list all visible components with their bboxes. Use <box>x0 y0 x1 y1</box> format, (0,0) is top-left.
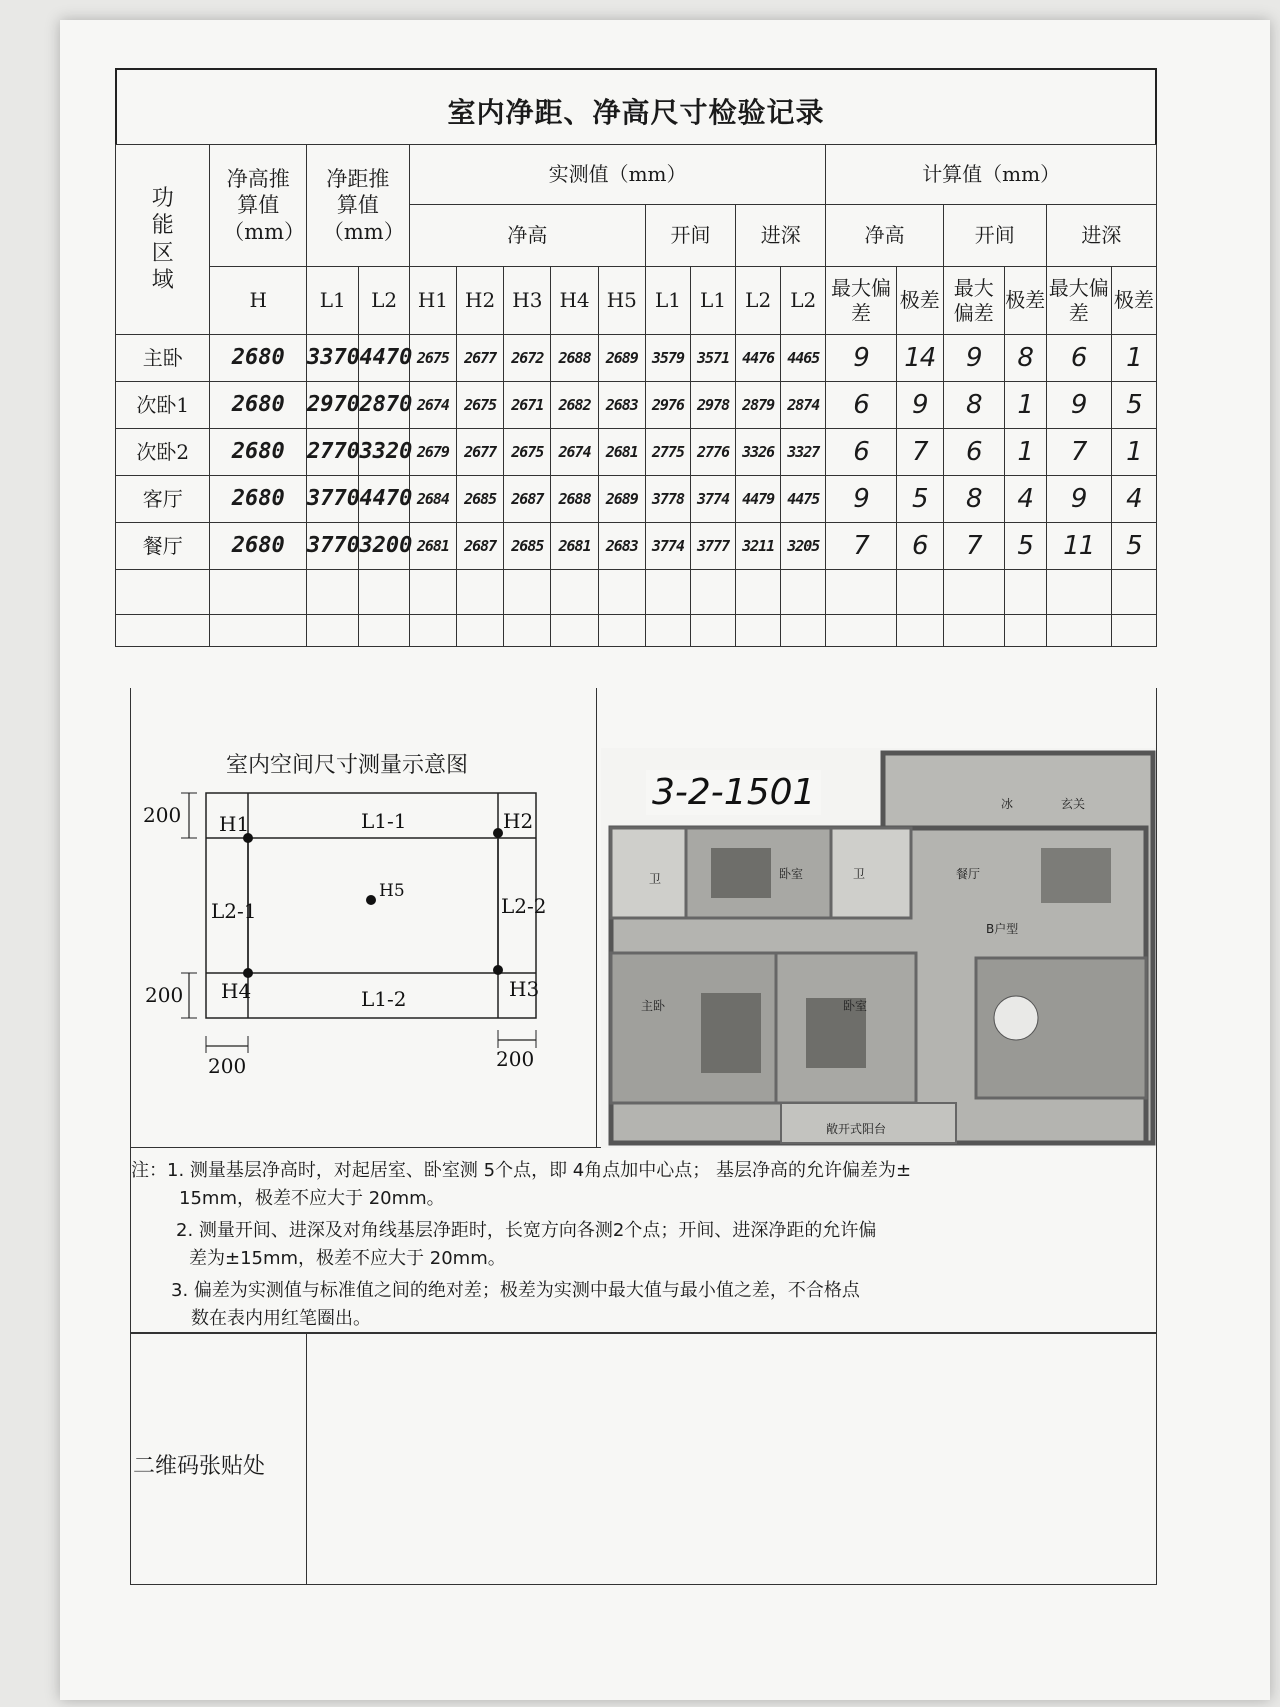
measured-bay: 开间 <box>645 205 735 267</box>
col-depth-max-dev: 最大偏差 <box>1046 267 1111 335</box>
value-cell-H2: 2687 <box>457 523 504 570</box>
design-height-header: 净高推算值（mm） <box>210 145 307 267</box>
measured-net-height: 净高 <box>409 205 645 267</box>
notes-section <box>130 1148 1157 1333</box>
value-cell-jd: 9 <box>1046 382 1111 429</box>
value-cell-hr: 14 <box>896 335 943 382</box>
value-cell-H3: 2672 <box>504 335 551 382</box>
col-L1: L1 <box>306 267 358 335</box>
area-cell: 餐厅 <box>116 523 210 570</box>
point-h5 <box>366 895 376 905</box>
value-cell-jr: 5 <box>1111 523 1156 570</box>
label-l22: L2-2 <box>501 894 547 918</box>
col-depth-L2b: L2 <box>781 267 826 335</box>
value-cell-K1: 2976 <box>645 382 690 429</box>
plan-label-bedroom: 卧室 <box>779 867 804 881</box>
value-cell-K1: 3579 <box>645 335 690 382</box>
value-cell-H2: 2677 <box>457 429 504 476</box>
value-cell-K2: 3777 <box>691 523 736 570</box>
value-cell-jd: 11 <box>1046 523 1111 570</box>
value-cell-J2: 4465 <box>781 335 826 382</box>
plan-label-master: 主卧 <box>641 999 666 1013</box>
value-cell-kr: 5 <box>1004 523 1046 570</box>
value-cell-jd: 7 <box>1046 429 1111 476</box>
label-l12: L1-2 <box>361 987 407 1011</box>
col-height-max-dev: 最大偏差 <box>826 267 896 335</box>
value-cell-L2: 2870 <box>359 382 409 429</box>
value-cell-hd: 9 <box>826 335 896 382</box>
value-cell-kd: 8 <box>943 476 1004 523</box>
value-cell-H4: 2688 <box>551 335 598 382</box>
note-1a: 注：1. 测量基层净高时，对起居室、卧室测 5个点，即 4角点加中心点； 基层净高的允许偏差为± <box>131 1160 912 1181</box>
dim-bottom-left: 200 <box>145 983 184 1007</box>
calc-depth: 进深 <box>1046 205 1156 267</box>
inspection-form <box>115 68 1165 1608</box>
value-cell-H: 2680 <box>210 523 307 570</box>
value-cell-jr: 4 <box>1111 476 1156 523</box>
col-depth-L2a: L2 <box>736 267 781 335</box>
area-header: 功能区域 <box>116 145 210 335</box>
value-cell-H: 2680 <box>210 476 307 523</box>
calc-net-height: 净高 <box>826 205 944 267</box>
value-cell-kr: 1 <box>1004 382 1046 429</box>
value-cell-H3: 2687 <box>504 476 551 523</box>
unit-id: 3-2-1501 <box>646 770 821 815</box>
value-cell-J2: 4475 <box>781 476 826 523</box>
plan-label-dining: 餐厅 <box>956 867 981 881</box>
value-cell-kr: 8 <box>1004 335 1046 382</box>
value-cell-H4: 2688 <box>551 476 598 523</box>
dim-bottom-width-left: 200 <box>208 1054 247 1078</box>
value-cell-H3: 2671 <box>504 382 551 429</box>
value-cell-kd: 9 <box>943 335 1004 382</box>
value-cell-K2: 2776 <box>691 429 736 476</box>
table-row <box>116 476 1157 523</box>
value-cell-L2: 4470 <box>359 476 409 523</box>
calc-bay: 开间 <box>943 205 1046 267</box>
value-cell-J2: 3205 <box>781 523 826 570</box>
value-cell-L1: 3370 <box>306 335 358 382</box>
value-cell-hd: 6 <box>826 429 896 476</box>
value-cell-jr: 1 <box>1111 335 1156 382</box>
value-cell-L2: 4470 <box>359 335 409 382</box>
value-cell-J1: 4479 <box>736 476 781 523</box>
value-cell-H1: 2679 <box>409 429 456 476</box>
value-cell-L1: 2970 <box>306 382 358 429</box>
note-1b: 15mm，极差不应大于 20mm。 <box>179 1188 445 1209</box>
design-distance-header: 净距推算值（mm） <box>306 145 409 267</box>
value-cell-H: 2680 <box>210 429 307 476</box>
inner-rect <box>248 838 498 973</box>
value-cell-kr: 1 <box>1004 429 1046 476</box>
value-cell-hr: 5 <box>896 476 943 523</box>
value-cell-J2: 3327 <box>781 429 826 476</box>
value-cell-H4: 2681 <box>551 523 598 570</box>
value-cell-H2: 2677 <box>457 335 504 382</box>
plan-label-balcony: 敞开式阳台 <box>826 1122 887 1136</box>
value-cell-hr: 7 <box>896 429 943 476</box>
table-row <box>116 382 1157 429</box>
col-bay-L1b: L1 <box>691 267 736 335</box>
qr-divider <box>306 1334 307 1584</box>
label-h2: H2 <box>503 809 534 833</box>
value-cell-H2: 2685 <box>457 476 504 523</box>
value-cell-J2: 2874 <box>781 382 826 429</box>
area-cell: 次卧2 <box>116 429 210 476</box>
measurement-table <box>115 144 1157 647</box>
label-l11: L1-1 <box>361 809 407 833</box>
value-cell-L1: 3770 <box>306 476 358 523</box>
value-cell-H2: 2675 <box>457 382 504 429</box>
label-h1: H1 <box>219 812 250 836</box>
value-cell-H5: 2681 <box>598 429 645 476</box>
value-cell-J1: 3326 <box>736 429 781 476</box>
empty-row <box>116 615 1157 647</box>
value-cell-jr: 5 <box>1111 382 1156 429</box>
value-cell-H1: 2675 <box>409 335 456 382</box>
point-h4 <box>243 968 253 978</box>
qr-label: 二维码张贴处 <box>133 1454 266 1479</box>
label-h5: H5 <box>379 881 405 901</box>
value-cell-H3: 2675 <box>504 429 551 476</box>
value-cell-H4: 2682 <box>551 382 598 429</box>
col-L2: L2 <box>359 267 409 335</box>
section-divider <box>596 688 597 1147</box>
value-cell-K1: 3774 <box>645 523 690 570</box>
value-cell-H1: 2684 <box>409 476 456 523</box>
value-cell-H5: 2683 <box>598 382 645 429</box>
dim-bottom-width-right: 200 <box>496 1047 535 1071</box>
value-cell-K2: 3774 <box>691 476 736 523</box>
form-title: 室内净距、净高尺寸检验记录 <box>115 68 1157 144</box>
value-cell-H: 2680 <box>210 382 307 429</box>
value-cell-jd: 6 <box>1046 335 1111 382</box>
plan-label-bath-1: 卫 <box>649 872 662 886</box>
note-3a: 3. 偏差为实测值与标准值之间的绝对差；极差为实测中最大值与最小值之差，不合格点 <box>171 1280 860 1301</box>
value-cell-K2: 2978 <box>691 382 736 429</box>
value-cell-H: 2680 <box>210 335 307 382</box>
value-cell-H5: 2683 <box>598 523 645 570</box>
value-cell-J1: 4476 <box>736 335 781 382</box>
column-header-row <box>116 267 1157 335</box>
value-cell-hr: 6 <box>896 523 943 570</box>
value-cell-jd: 9 <box>1046 476 1111 523</box>
measurement-diagram <box>131 778 591 1138</box>
empty-row <box>116 570 1157 615</box>
diagram-section <box>130 688 1157 1148</box>
qr-code-area <box>130 1333 1157 1585</box>
value-cell-kd: 7 <box>943 523 1004 570</box>
value-cell-jr: 1 <box>1111 429 1156 476</box>
table-row <box>116 335 1157 382</box>
area-cell: 次卧1 <box>116 382 210 429</box>
col-H2: H2 <box>457 267 504 335</box>
note-3b: 数在表内用红笔圈出。 <box>191 1308 371 1329</box>
col-height-range: 极差 <box>896 267 943 335</box>
dim-top-left: 200 <box>143 803 182 827</box>
point-h3 <box>493 965 503 975</box>
label-h4: H4 <box>221 979 252 1003</box>
value-cell-hd: 9 <box>826 476 896 523</box>
value-cell-hd: 6 <box>826 382 896 429</box>
col-H: H <box>210 267 307 335</box>
value-cell-K1: 2775 <box>645 429 690 476</box>
value-cell-L2: 3320 <box>359 429 409 476</box>
col-H1: H1 <box>409 267 456 335</box>
calculated-header: 计算值（mm） <box>826 145 1157 205</box>
value-cell-J1: 2879 <box>736 382 781 429</box>
value-cell-L2: 3200 <box>359 523 409 570</box>
area-cell: 主卧 <box>116 335 210 382</box>
value-cell-J1: 3211 <box>736 523 781 570</box>
value-cell-L1: 3770 <box>306 523 358 570</box>
value-cell-H5: 2689 <box>598 335 645 382</box>
plan-label-type: B户型 <box>986 922 1019 936</box>
value-cell-H5: 2689 <box>598 476 645 523</box>
value-cell-hr: 9 <box>896 382 943 429</box>
measured-header: 实测值（mm） <box>409 145 826 205</box>
plan-label-fridge: 冰 <box>1001 797 1014 811</box>
col-H5: H5 <box>598 267 645 335</box>
value-cell-L1: 2770 <box>306 429 358 476</box>
col-bay-max-dev: 最大偏差 <box>943 267 1004 335</box>
col-depth-range: 极差 <box>1111 267 1156 335</box>
floor-plan-image <box>601 748 1156 1148</box>
col-bay-L1a: L1 <box>645 267 690 335</box>
value-cell-hd: 7 <box>826 523 896 570</box>
value-cell-kr: 4 <box>1004 476 1046 523</box>
measured-depth: 进深 <box>736 205 826 267</box>
value-cell-H1: 2681 <box>409 523 456 570</box>
value-cell-kd: 6 <box>943 429 1004 476</box>
col-H4: H4 <box>551 267 598 335</box>
diagram-title: 室内空间尺寸测量示意图 <box>226 753 469 778</box>
table-row <box>116 523 1157 570</box>
value-cell-kd: 8 <box>943 382 1004 429</box>
value-cell-H3: 2685 <box>504 523 551 570</box>
label-h3: H3 <box>509 977 540 1001</box>
value-cell-H4: 2674 <box>551 429 598 476</box>
table-row <box>116 429 1157 476</box>
col-bay-range: 极差 <box>1004 267 1046 335</box>
value-cell-H1: 2674 <box>409 382 456 429</box>
plan-label-bedroom-2: 卧室 <box>843 999 868 1013</box>
value-cell-K1: 3778 <box>645 476 690 523</box>
label-l21: L2-1 <box>211 899 257 923</box>
area-cell: 客厅 <box>116 476 210 523</box>
point-h2 <box>493 828 503 838</box>
plan-label-bath-2: 卫 <box>853 867 866 881</box>
value-cell-K2: 3571 <box>691 335 736 382</box>
note-2a: 2. 测量开间、进深及对角线基层净距时，长宽方向各测2个点；开间、进深净距的允许偏 <box>176 1220 877 1241</box>
col-H3: H3 <box>504 267 551 335</box>
note-2b: 差为±15mm，极差不应大于 20mm。 <box>189 1248 506 1269</box>
plan-label-entry: 玄关 <box>1061 797 1086 811</box>
